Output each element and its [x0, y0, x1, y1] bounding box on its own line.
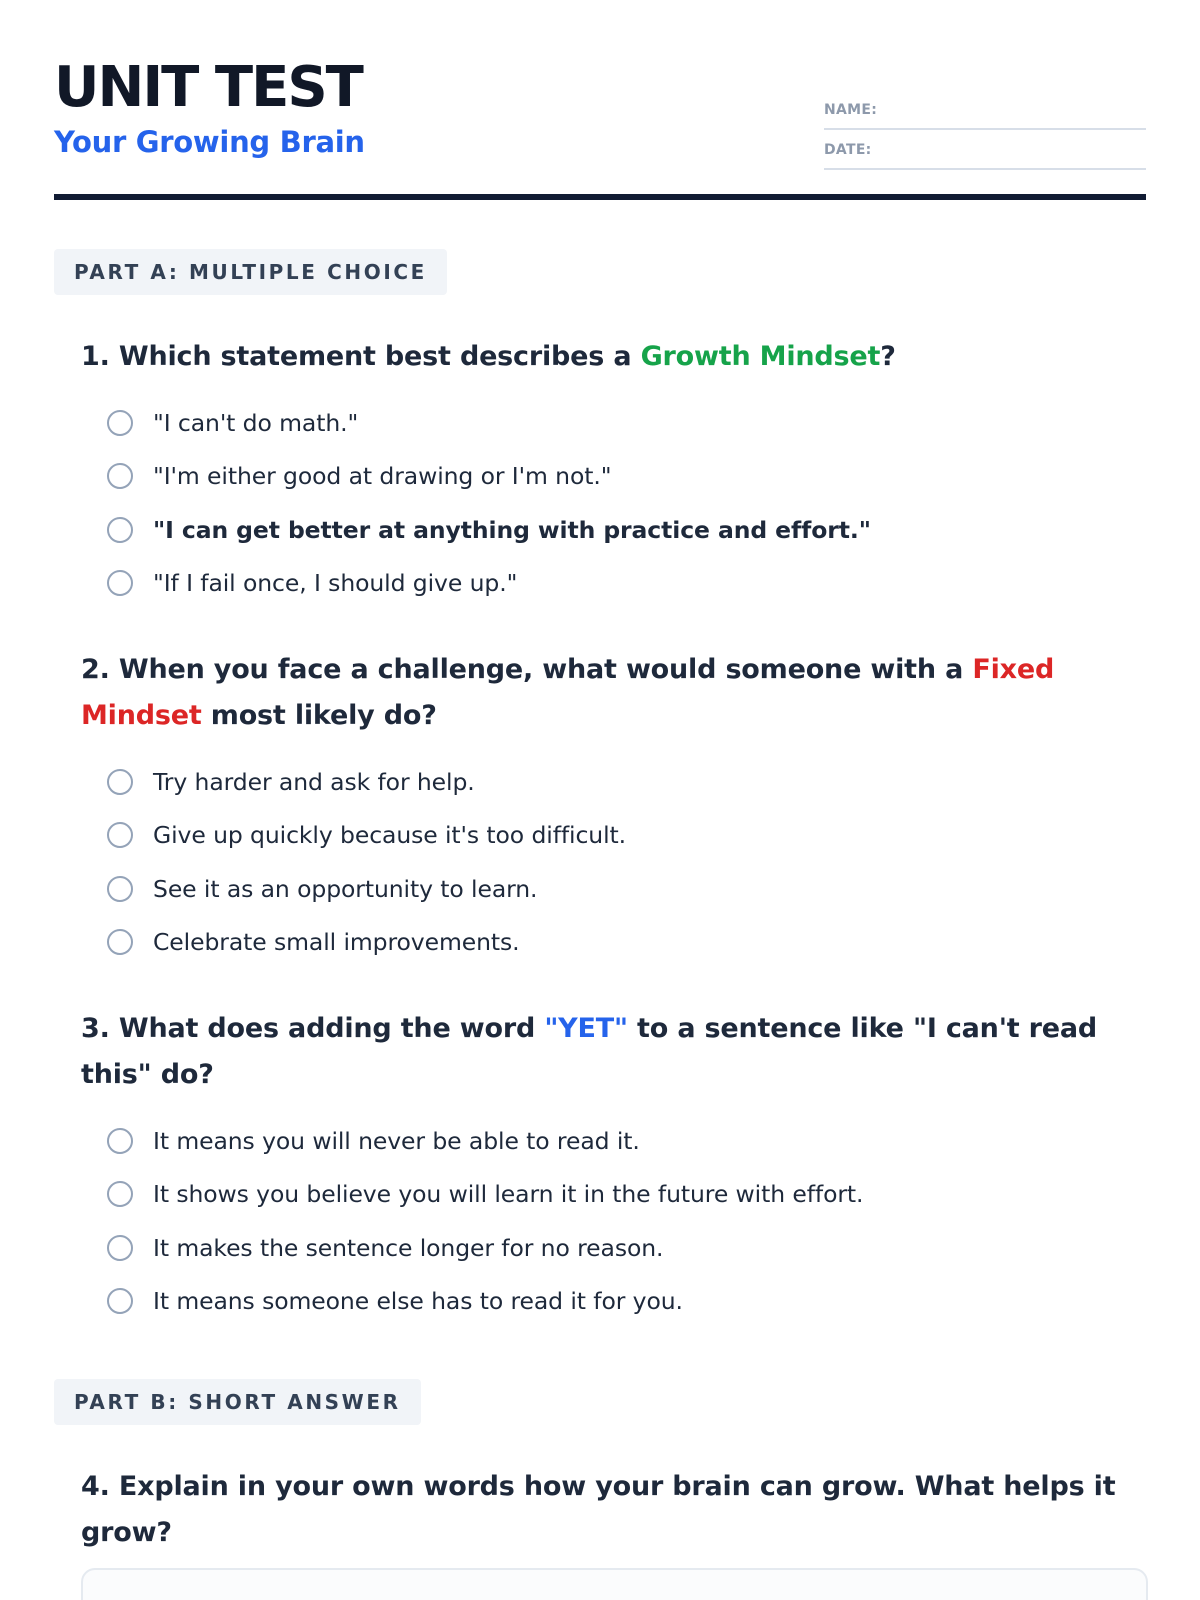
- date-label: DATE:: [824, 142, 872, 158]
- radio-button[interactable]: [107, 463, 133, 489]
- option-label: It shows you believe you will learn it in the future with effort.: [153, 1180, 864, 1209]
- option-label: It means someone else has to read it for you.: [153, 1287, 683, 1316]
- radio-button[interactable]: [107, 1235, 133, 1261]
- question-1: [81, 334, 1151, 610]
- option-label: Celebrate small improvements.: [153, 928, 520, 957]
- question-text-part: Explain in your own words how your brain can grow. What helps it grow?: [81, 1471, 1116, 1548]
- answer-option[interactable]: [107, 809, 1151, 863]
- growth-mindset-highlight: Growth Mindset: [640, 341, 881, 372]
- question-text-part: What does adding the word: [109, 1013, 545, 1044]
- question-4-text: [81, 1464, 1151, 1556]
- answer-option[interactable]: [107, 916, 1151, 970]
- option-label: "I can get better at anything with practice and effort.": [153, 515, 871, 544]
- answer-option[interactable]: [107, 450, 1151, 504]
- question-number: 3.: [81, 1013, 110, 1044]
- radio-button[interactable]: [107, 1128, 133, 1154]
- question-2: [81, 647, 1151, 969]
- option-label: It makes the sentence longer for no reason.: [153, 1233, 664, 1262]
- answer-option[interactable]: [107, 1221, 1151, 1275]
- page-subtitle: Your Growing Brain: [54, 125, 365, 159]
- radio-button[interactable]: [107, 769, 133, 795]
- question-1-options: [81, 396, 1151, 610]
- question-text-part: ?: [880, 341, 896, 372]
- option-label: It means you will never be able to read it.: [153, 1126, 640, 1155]
- radio-button[interactable]: [107, 1288, 133, 1314]
- question-number: 4.: [81, 1471, 110, 1502]
- answer-option[interactable]: [107, 1114, 1151, 1168]
- question-2-text: [81, 647, 1151, 739]
- question-text-part: to a sentence like "I can't read this" do?: [81, 1013, 1098, 1090]
- short-answer-box[interactable]: [81, 1568, 1148, 1600]
- yet-highlight: "YET": [544, 1013, 628, 1044]
- question-2-options: [81, 755, 1151, 969]
- answer-option[interactable]: [107, 1168, 1151, 1222]
- question-number: 1.: [81, 341, 110, 372]
- answer-option[interactable]: [107, 396, 1151, 450]
- name-label: NAME:: [824, 102, 878, 118]
- question-3-options: [81, 1114, 1151, 1328]
- radio-button[interactable]: [107, 517, 133, 543]
- radio-button[interactable]: [107, 410, 133, 436]
- radio-button[interactable]: [107, 822, 133, 848]
- name-field[interactable]: [824, 90, 1146, 130]
- answer-option[interactable]: [107, 862, 1151, 916]
- answer-option[interactable]: [107, 503, 1151, 557]
- option-label: See it as an opportunity to learn.: [153, 874, 538, 903]
- fixed-mindset-highlight: Fixed Mindset: [81, 654, 1055, 731]
- answer-option[interactable]: [107, 1275, 1151, 1329]
- page-title: UNIT TEST: [54, 55, 362, 120]
- section-badge-part-b: PART B: SHORT ANSWER: [54, 1379, 421, 1425]
- question-text-part: When you face a challenge, what would someone with a: [109, 654, 973, 685]
- student-info-fields: [824, 90, 1146, 170]
- option-label: "I'm either good at drawing or I'm not.": [153, 462, 612, 491]
- section-badge-part-a: PART A: MULTIPLE CHOICE: [54, 249, 447, 295]
- option-label: Try harder and ask for help.: [153, 767, 475, 796]
- date-field[interactable]: [824, 130, 1146, 170]
- radio-button[interactable]: [107, 929, 133, 955]
- answer-option[interactable]: [107, 557, 1151, 611]
- question-3: [81, 1006, 1151, 1328]
- radio-button[interactable]: [107, 876, 133, 902]
- question-text-part: Which statement best describes a: [109, 341, 641, 372]
- question-1-text: [81, 334, 1151, 380]
- radio-button[interactable]: [107, 1181, 133, 1207]
- option-label: "I can't do math.": [153, 408, 359, 437]
- page-header: [54, 0, 1146, 200]
- question-3-text: [81, 1006, 1151, 1098]
- radio-button[interactable]: [107, 570, 133, 596]
- question-number: 2.: [81, 654, 110, 685]
- answer-option[interactable]: [107, 755, 1151, 809]
- option-label: "If I fail once, I should give up.": [153, 569, 518, 598]
- question-text-part: most likely do?: [201, 700, 437, 731]
- question-4: [81, 1464, 1151, 1556]
- option-label: Give up quickly because it's too difficult.: [153, 821, 626, 850]
